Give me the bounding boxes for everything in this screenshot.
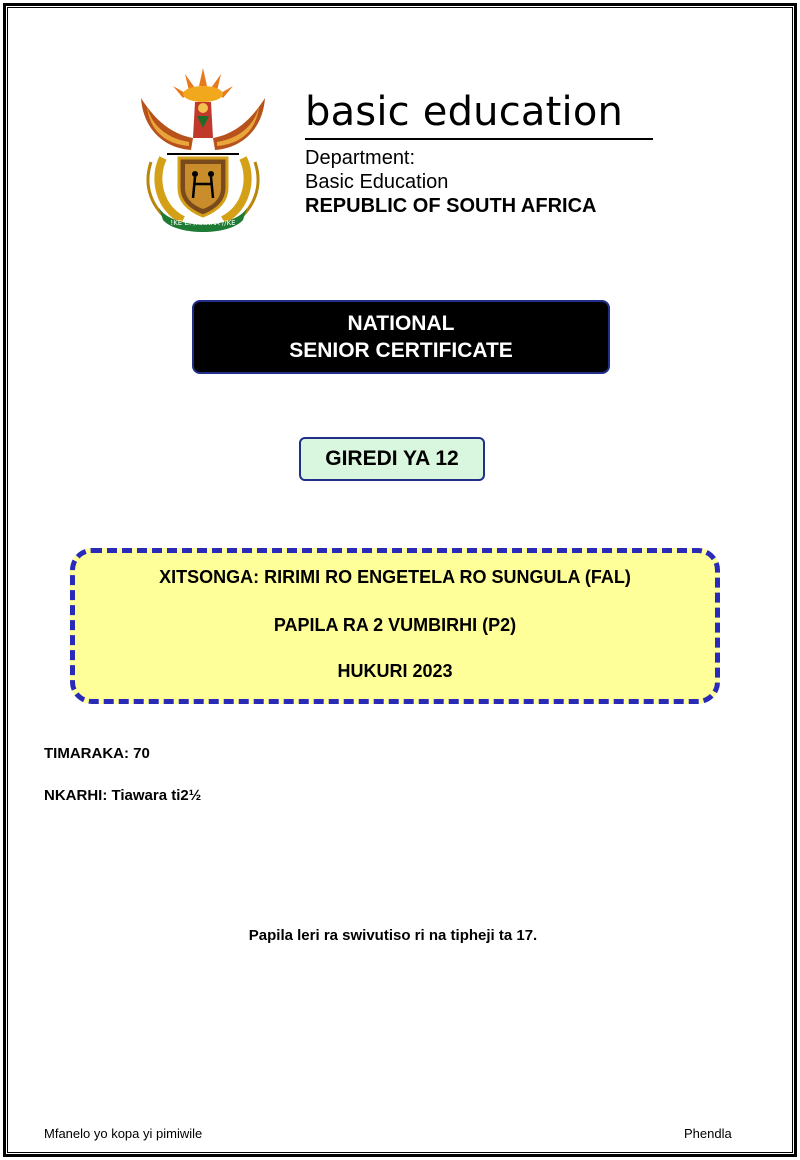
certificate-banner	[192, 300, 610, 374]
crest-motto-text: !KE E: /XARRA //KE	[170, 219, 236, 227]
country-name: REPUBLIC OF SOUTH AFRICA	[305, 195, 597, 217]
certificate-line-1: NATIONAL	[347, 312, 455, 335]
certificate-line-2: SENIOR CERTIFICATE	[289, 339, 513, 362]
brand-name: basic education	[305, 88, 653, 140]
pages-note: Papila leri ra swivutiso ri na tipheji ta 17.	[248, 927, 538, 944]
subject-panel	[70, 548, 720, 704]
grade-badge: GIREDI YA 12	[299, 437, 485, 481]
department-header	[305, 88, 655, 218]
paper-title: PAPILA RA 2 VUMBIRHI (P2)	[273, 615, 517, 635]
department-name: Basic Education	[305, 171, 449, 193]
time-label: NKARHI: Tiawara ti2½	[44, 787, 202, 804]
turn-over-footer: Phendla	[684, 1126, 732, 1141]
subject-title: XITSONGA: RIRIMI RO ENGETELA RO SUNGULA (FAL)	[159, 567, 631, 587]
coat-of-arms-logo	[133, 58, 273, 233]
copyright-footer: Mfanelo yo kopa yi pimiwile	[44, 1126, 203, 1141]
marks-label: TIMARAKA: 70	[44, 745, 150, 762]
department-label: Department:	[305, 147, 416, 169]
exam-session: HUKURI 2023	[337, 661, 453, 681]
